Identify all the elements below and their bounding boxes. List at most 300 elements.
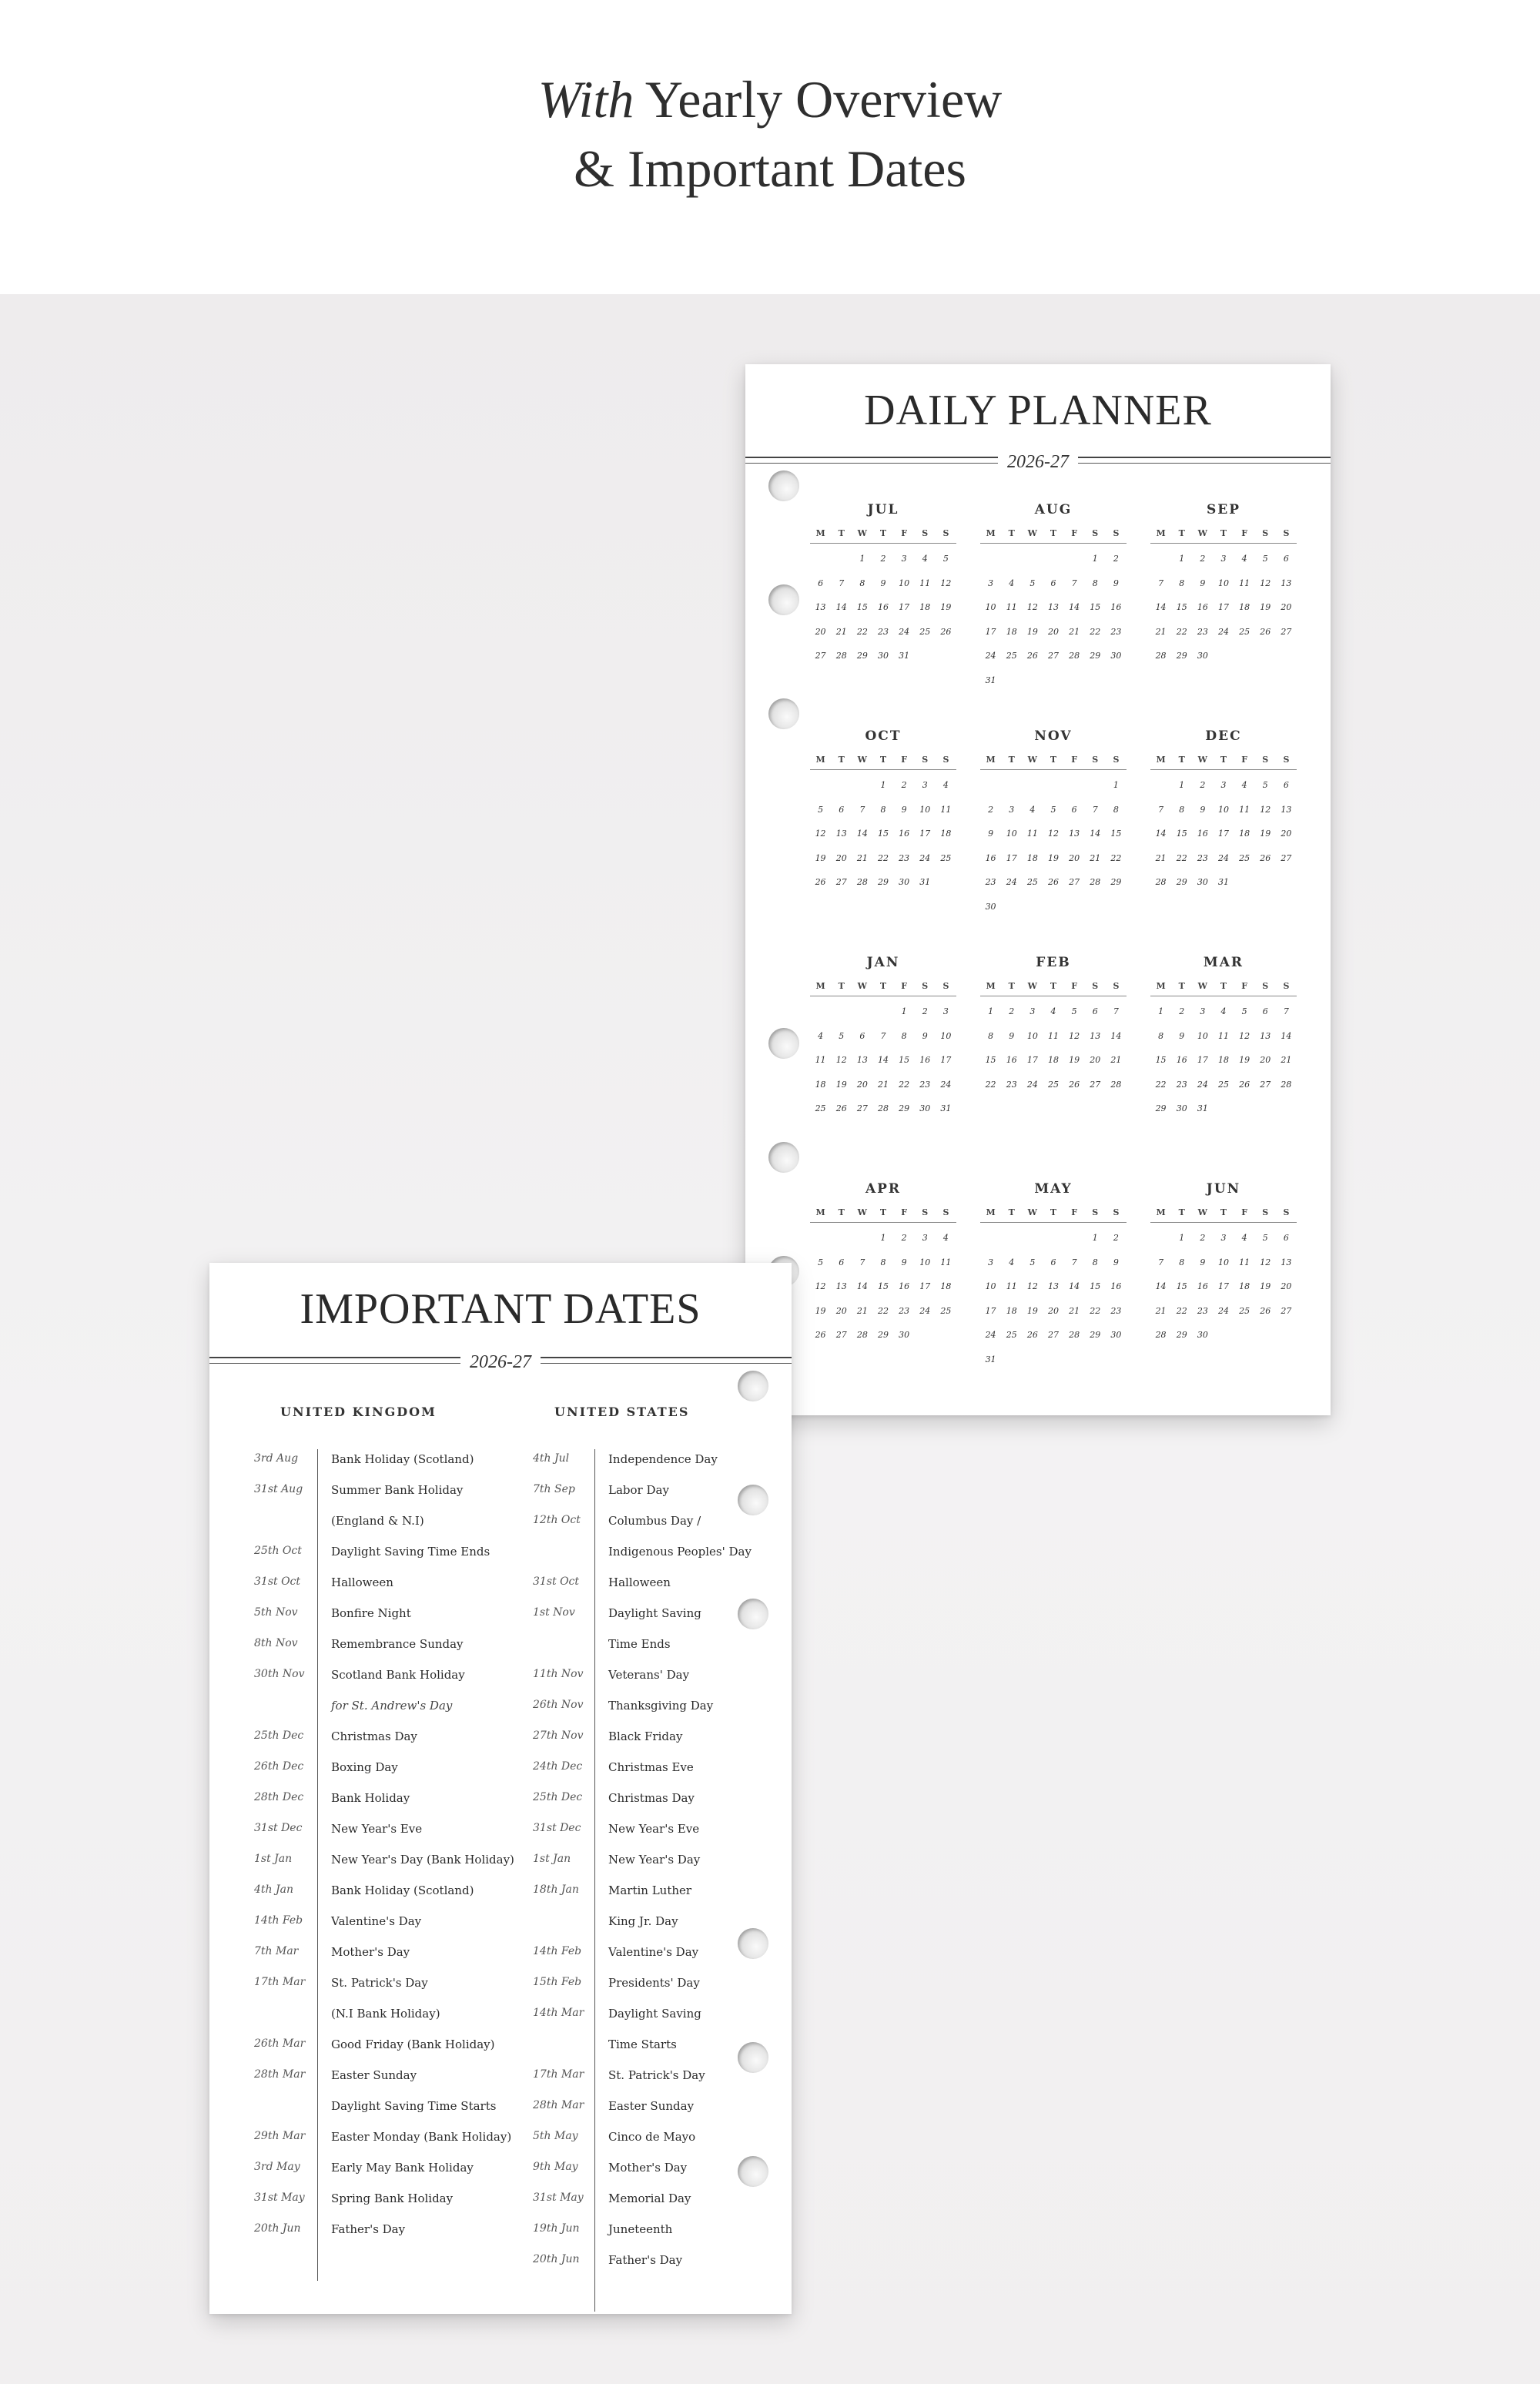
day-number: 9 [1009, 1030, 1015, 1041]
us-date-row [533, 1760, 795, 1791]
holiday-date: 14th Feb [533, 1945, 582, 1957]
us-date-row [533, 1883, 795, 1914]
day-number: 7 [1283, 1006, 1289, 1016]
month-jan [810, 953, 956, 1126]
day-number: 16 [919, 1055, 931, 1065]
day-number: 13 [1281, 1257, 1292, 1267]
empty-day [872, 1004, 893, 1029]
day-number: 26 [1239, 1079, 1250, 1090]
day-grid [1150, 551, 1297, 673]
day-grid [810, 1231, 956, 1352]
day-number: 16 [985, 852, 996, 863]
day-number: 21 [1155, 626, 1167, 637]
weekday-label: W [1027, 755, 1038, 765]
weekday-label: T [1050, 1207, 1057, 1217]
day-number: 17 [919, 829, 931, 839]
empty-day [1001, 1231, 1022, 1255]
weekday-label: F [1241, 528, 1248, 538]
holiday-name: Good Friday (Bank Holiday) [331, 2037, 495, 2051]
day-number: 7 [1158, 578, 1164, 588]
uk-date-row [254, 1452, 516, 1483]
day-number: 3 [1200, 1006, 1206, 1016]
us-date-row [533, 1976, 795, 2007]
weekday-label: T [879, 755, 887, 765]
day-number: 31 [940, 1103, 952, 1113]
day-number: 30 [1110, 651, 1122, 661]
month-name: NOV [1034, 728, 1073, 744]
day-number: 9 [988, 829, 994, 839]
weekday-label: T [1178, 1207, 1185, 1217]
day-number: 27 [815, 651, 826, 661]
month-name: DEC [1205, 728, 1242, 744]
day-number: 3 [1220, 1233, 1227, 1243]
day-number: 6 [1050, 1257, 1056, 1267]
day-number: 12 [1026, 602, 1038, 612]
holiday-name: Independence Day [608, 1452, 718, 1466]
day-grid [980, 551, 1127, 697]
day-number: 31 [1197, 1103, 1208, 1113]
day-number: 21 [1155, 1305, 1167, 1316]
day-number: 15 [899, 1055, 910, 1065]
uk-date-row [254, 2130, 516, 2161]
day-number: 8 [1092, 1257, 1098, 1267]
empty-day [1043, 1231, 1063, 1255]
holiday-name: (N.I Bank Holiday) [331, 2007, 440, 2021]
day-number: 5 [1029, 1257, 1036, 1267]
day-number: 6 [1283, 554, 1289, 564]
binder-hole [738, 1599, 768, 1629]
day-number: 12 [940, 578, 952, 588]
day-number: 18 [940, 1281, 952, 1291]
holiday-date: 4th Jan [254, 1883, 293, 1896]
day-number: 19 [1260, 829, 1271, 839]
empty-day [1064, 778, 1085, 802]
weekday-label: W [1197, 528, 1208, 538]
day-number: 25 [1006, 651, 1017, 661]
holiday-name: Columbus Day / [608, 1514, 701, 1528]
month-name: SEP [1206, 502, 1241, 517]
holiday-date: 25th Dec [254, 1729, 304, 1742]
weekday-label: S [1283, 528, 1290, 538]
weekday-header [980, 751, 1127, 770]
weekday-label: S [1113, 528, 1120, 538]
day-number: 22 [856, 626, 868, 637]
day-number: 7 [1071, 578, 1077, 588]
day-number: 17 [919, 1281, 931, 1291]
day-number: 15 [1110, 829, 1122, 839]
uk-date-row [254, 1883, 516, 1914]
day-number: 29 [1110, 877, 1122, 887]
uk-date-row [254, 1914, 516, 1945]
day-number: 20 [835, 852, 847, 863]
day-number: 24 [1217, 1305, 1229, 1316]
holiday-name: Remembrance Sunday [331, 1637, 464, 1651]
us-date-row [533, 2253, 795, 2284]
day-number: 6 [818, 578, 824, 588]
day-number: 2 [1113, 1233, 1119, 1243]
weekday-label: W [857, 528, 868, 538]
uk-date-row [254, 2068, 516, 2099]
day-number: 13 [1281, 804, 1292, 815]
day-number: 14 [1155, 1281, 1167, 1291]
us-date-row [533, 1514, 795, 1545]
day-number: 18 [1026, 852, 1038, 863]
holiday-date: 20th Jun [533, 2253, 580, 2265]
holiday-name: New Year's Day [608, 1853, 701, 1867]
day-number: 9 [1113, 1257, 1119, 1267]
holiday-date: 7th Mar [254, 1945, 299, 1957]
day-number: 4 [922, 554, 928, 564]
uk-date-row [254, 1822, 516, 1853]
day-number: 4 [1241, 780, 1247, 790]
empty-day [810, 1231, 831, 1255]
weekday-label: T [879, 1207, 887, 1217]
weekday-label: S [942, 528, 949, 538]
day-number: 6 [1283, 1233, 1289, 1243]
weekday-label: S [1092, 755, 1099, 765]
empty-day [831, 778, 852, 802]
day-number: 17 [940, 1055, 952, 1065]
empty-day [1043, 551, 1063, 576]
holiday-name: Christmas Day [608, 1791, 695, 1805]
empty-day [1001, 551, 1022, 576]
day-number: 26 [940, 626, 952, 637]
month-name: JUN [1206, 1181, 1241, 1197]
holiday-date: 14th Mar [533, 2007, 584, 2019]
holiday-date: 3rd May [254, 2161, 300, 2173]
day-number: 31 [899, 651, 910, 661]
day-number: 31 [985, 1354, 996, 1364]
holiday-date: 30th Nov [254, 1668, 305, 1680]
day-number: 26 [1260, 852, 1271, 863]
weekday-label: S [1262, 528, 1269, 538]
day-number: 28 [856, 877, 868, 887]
holiday-name: Daylight Saving Time Starts [331, 2099, 497, 2113]
holiday-date: 28th Dec [254, 1791, 304, 1803]
binder-hole [768, 584, 799, 615]
day-number: 25 [1239, 626, 1250, 637]
empty-day [1001, 778, 1022, 802]
weekday-label: S [1092, 528, 1099, 538]
day-number: 22 [877, 852, 889, 863]
day-number: 14 [856, 1281, 868, 1291]
day-number: 30 [1197, 877, 1208, 887]
weekday-label: M [1156, 981, 1166, 991]
day-number: 27 [856, 1103, 868, 1113]
day-number: 21 [1069, 626, 1080, 637]
holiday-name: Early May Bank Holiday [331, 2161, 474, 2175]
holiday-date: 9th May [533, 2161, 578, 2173]
empty-day [1022, 551, 1043, 576]
day-number: 24 [985, 1330, 996, 1340]
holiday-date: 19th Jun [533, 2222, 580, 2235]
weekday-header [1150, 524, 1297, 544]
day-number: 23 [877, 626, 889, 637]
day-number: 22 [1155, 1079, 1167, 1090]
day-number: 14 [1069, 1281, 1080, 1291]
uk-date-row [254, 1483, 516, 1514]
uk-date-row [254, 1637, 516, 1668]
day-number: 30 [899, 1330, 910, 1340]
day-number: 7 [1071, 1257, 1077, 1267]
weekday-label: T [879, 528, 887, 538]
day-number: 10 [985, 602, 996, 612]
day-number: 22 [1090, 1305, 1101, 1316]
weekday-label: W [857, 1207, 868, 1217]
weekday-header [1150, 1204, 1297, 1223]
holiday-date: 14th Feb [254, 1914, 303, 1927]
month-jul [810, 500, 956, 673]
holiday-date: 31st May [254, 2191, 305, 2204]
empty-day [810, 1004, 831, 1029]
month-name: MAR [1203, 955, 1244, 970]
day-number: 15 [877, 1281, 889, 1291]
weekday-label: T [1220, 1207, 1227, 1217]
day-number: 10 [1006, 829, 1017, 839]
weekday-label: T [1008, 755, 1015, 765]
important-dates-title: IMPORTANT DATES [300, 1285, 701, 1333]
day-number: 11 [815, 1055, 826, 1065]
holiday-name: Daylight Saving [608, 2007, 701, 2021]
day-grid [980, 778, 1127, 923]
day-number: 7 [839, 578, 845, 588]
day-number: 30 [919, 1103, 931, 1113]
day-number: 2 [1200, 780, 1206, 790]
weekday-label: T [1008, 1207, 1015, 1217]
yearly-overview-sheet [745, 364, 1331, 1415]
day-number: 1 [988, 1006, 994, 1016]
weekday-label: S [942, 1207, 949, 1217]
weekday-label: T [879, 981, 887, 991]
day-number: 18 [940, 829, 952, 839]
day-number: 3 [1009, 804, 1015, 815]
day-number: 11 [940, 804, 952, 815]
day-number: 8 [901, 1030, 907, 1041]
day-number: 26 [1260, 1305, 1271, 1316]
day-number: 5 [839, 1030, 845, 1041]
day-number: 27 [835, 1330, 847, 1340]
day-number: 9 [1200, 578, 1206, 588]
day-number: 1 [1113, 780, 1119, 790]
weekday-label: F [1241, 1207, 1248, 1217]
empty-day [852, 778, 872, 802]
holiday-name: Daylight Saving Time Ends [331, 1545, 490, 1559]
day-number: 19 [1026, 1305, 1038, 1316]
day-number: 14 [1281, 1030, 1292, 1041]
weekday-label: T [1220, 528, 1227, 538]
day-number: 2 [922, 1006, 928, 1016]
binder-hole [768, 470, 799, 501]
day-number: 13 [1260, 1030, 1271, 1041]
weekday-label: S [1113, 981, 1120, 991]
day-grid [810, 551, 956, 673]
day-number: 6 [1092, 1006, 1098, 1016]
us-date-row [533, 2222, 795, 2253]
holiday-name: Bank Holiday (Scotland) [331, 1883, 474, 1897]
day-number: 16 [1197, 1281, 1208, 1291]
day-number: 15 [1090, 602, 1101, 612]
day-number: 17 [1026, 1055, 1038, 1065]
day-number: 12 [1260, 804, 1271, 815]
day-number: 13 [835, 1281, 847, 1291]
binder-hole [738, 1485, 768, 1515]
day-number: 3 [1029, 1006, 1036, 1016]
month-name: AUG [1034, 502, 1073, 517]
day-number: 17 [899, 602, 910, 612]
holiday-name: Memorial Day [608, 2191, 691, 2205]
day-number: 2 [901, 780, 907, 790]
day-number: 10 [1217, 1257, 1229, 1267]
day-grid [980, 1231, 1127, 1376]
day-number: 2 [988, 804, 994, 815]
day-number: 29 [1090, 1330, 1101, 1340]
us-date-row [533, 1699, 795, 1729]
headline-emphasis: With [537, 70, 634, 129]
day-number: 25 [1217, 1079, 1229, 1090]
day-number: 19 [1069, 1055, 1080, 1065]
holiday-date: 5th May [533, 2130, 578, 2142]
important-dates-year: 2026-27 [460, 1352, 541, 1372]
month-jun [1150, 1179, 1297, 1352]
day-number: 1 [1179, 1233, 1185, 1243]
month-aug [980, 500, 1127, 697]
day-number: 11 [1239, 1257, 1250, 1267]
holiday-date: 20th Jun [254, 2222, 301, 2235]
day-number: 2 [880, 554, 886, 564]
day-number: 12 [1260, 1257, 1271, 1267]
day-number: 29 [856, 651, 868, 661]
planner-title: DAILY PLANNER [864, 387, 1212, 434]
day-number: 29 [1090, 651, 1101, 661]
month-name: FEB [1036, 955, 1071, 970]
day-number: 11 [940, 1257, 952, 1267]
empty-day [1022, 1231, 1043, 1255]
day-number: 5 [1029, 578, 1036, 588]
day-number: 20 [815, 626, 826, 637]
us-date-row [533, 1637, 795, 1668]
uk-date-row [254, 1791, 516, 1822]
uk-date-row [254, 1606, 516, 1637]
us-date-row [533, 2007, 795, 2037]
day-number: 22 [1176, 626, 1187, 637]
day-number: 15 [856, 602, 868, 612]
day-number: 1 [1092, 554, 1098, 564]
important-dates-sheet [209, 1263, 792, 2314]
day-number: 4 [1009, 1257, 1015, 1267]
day-number: 28 [835, 651, 847, 661]
day-number: 16 [899, 829, 910, 839]
weekday-header [980, 977, 1127, 996]
empty-day [852, 1004, 872, 1029]
uk-date-row [254, 1729, 516, 1760]
day-number: 13 [815, 602, 826, 612]
day-number: 23 [1176, 1079, 1187, 1090]
day-number: 24 [919, 1305, 931, 1316]
headline-line-1 [0, 69, 1540, 130]
day-grid [980, 1004, 1127, 1101]
empty-day [1064, 1231, 1085, 1255]
day-number: 5 [818, 1257, 824, 1267]
month-name: JAN [866, 955, 900, 970]
weekday-label: W [1197, 1207, 1208, 1217]
holiday-date: 5th Nov [254, 1606, 298, 1619]
weekday-label: F [1071, 981, 1078, 991]
weekday-label: S [1092, 981, 1099, 991]
holiday-date: 26th Dec [254, 1760, 304, 1773]
day-number: 4 [818, 1030, 824, 1041]
holiday-name: Scotland Bank Holiday [331, 1668, 465, 1682]
day-number: 16 [1110, 602, 1122, 612]
weekday-header [980, 1204, 1127, 1223]
day-number: 12 [1239, 1030, 1250, 1041]
weekday-header [810, 524, 956, 544]
uk-date-row [254, 1976, 516, 2007]
day-number: 26 [1047, 877, 1059, 887]
day-number: 26 [1069, 1079, 1080, 1090]
empty-day [980, 778, 1001, 802]
empty-day [810, 778, 831, 802]
day-number: 2 [901, 1233, 907, 1243]
day-number: 21 [1281, 1055, 1292, 1065]
day-number: 25 [919, 626, 931, 637]
day-number: 28 [1069, 651, 1080, 661]
day-number: 26 [815, 877, 826, 887]
day-number: 25 [1006, 1330, 1017, 1340]
weekday-label: S [1262, 981, 1269, 991]
day-number: 4 [1029, 804, 1036, 815]
day-number: 29 [899, 1103, 910, 1113]
day-number: 3 [942, 1006, 949, 1016]
weekday-header [980, 524, 1127, 544]
weekday-label: T [838, 1207, 845, 1217]
month-mar [1150, 953, 1297, 1126]
day-number: 8 [988, 1030, 994, 1041]
holiday-name: Summer Bank Holiday [331, 1483, 464, 1497]
day-number: 23 [899, 852, 910, 863]
weekday-label: W [1197, 755, 1208, 765]
day-number: 16 [899, 1281, 910, 1291]
binder-hole [768, 698, 799, 729]
uk-date-row [254, 2191, 516, 2222]
day-number: 6 [839, 1257, 845, 1267]
day-number: 14 [1155, 829, 1167, 839]
day-number: 27 [1281, 1305, 1292, 1316]
empty-day [831, 1004, 852, 1029]
holiday-name: New Year's Day (Bank Holiday) [331, 1853, 514, 1867]
weekday-label: T [838, 981, 845, 991]
weekday-label: W [857, 981, 868, 991]
day-number: 18 [1239, 602, 1250, 612]
day-number: 30 [1197, 1330, 1208, 1340]
day-number: 23 [899, 1305, 910, 1316]
holiday-name: Bank Holiday (Scotland) [331, 1452, 474, 1466]
day-number: 25 [1239, 1305, 1250, 1316]
holiday-name: Halloween [331, 1575, 393, 1589]
binder-hole [738, 1371, 768, 1401]
holiday-date: 3rd Aug [254, 1452, 299, 1465]
holiday-name: Mother's Day [331, 1945, 410, 1959]
holiday-name: Time Starts [608, 2037, 677, 2051]
day-number: 18 [1217, 1055, 1229, 1065]
weekday-label: M [1156, 755, 1166, 765]
day-number: 7 [1158, 1257, 1164, 1267]
day-number: 24 [1217, 626, 1229, 637]
day-number: 10 [919, 804, 931, 815]
day-number: 28 [1155, 651, 1167, 661]
day-number: 26 [1260, 626, 1271, 637]
day-number: 20 [1047, 626, 1059, 637]
day-number: 6 [1071, 804, 1077, 815]
